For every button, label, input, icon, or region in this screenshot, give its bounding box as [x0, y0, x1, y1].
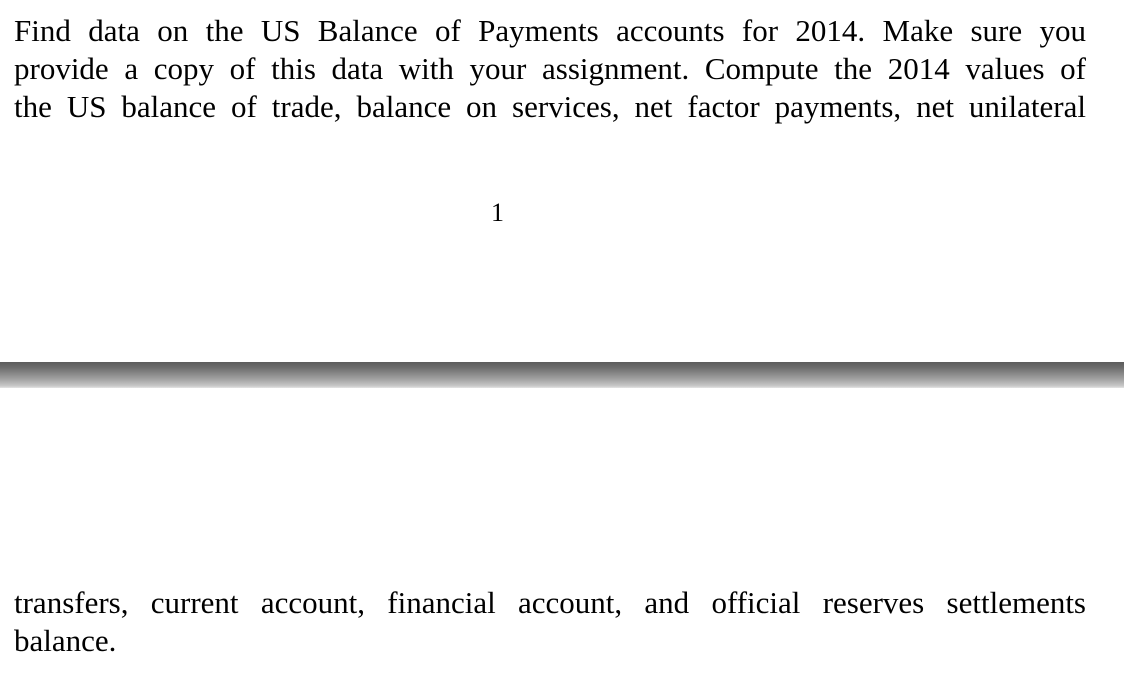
paragraph-line: balance. — [14, 623, 117, 658]
question-paragraph-part-1 — [14, 12, 1086, 126]
page-number: 1 — [491, 198, 504, 227]
paragraph-line: provide a copy of this data with your assignment. Compute the 2014 values of — [14, 51, 1086, 86]
question-paragraph-part-2 — [14, 584, 1086, 660]
paragraph-line: the US balance of trade, balance on services, net factor payments, net unilateral — [14, 89, 1086, 124]
paragraph-line: Find data on the US Balance of Payments accounts for 2014. Make sure you — [14, 13, 1086, 48]
paragraph-line: transfers, current account, financial account, and official reserves settlements — [14, 585, 1086, 620]
page-break-divider — [0, 362, 1124, 388]
